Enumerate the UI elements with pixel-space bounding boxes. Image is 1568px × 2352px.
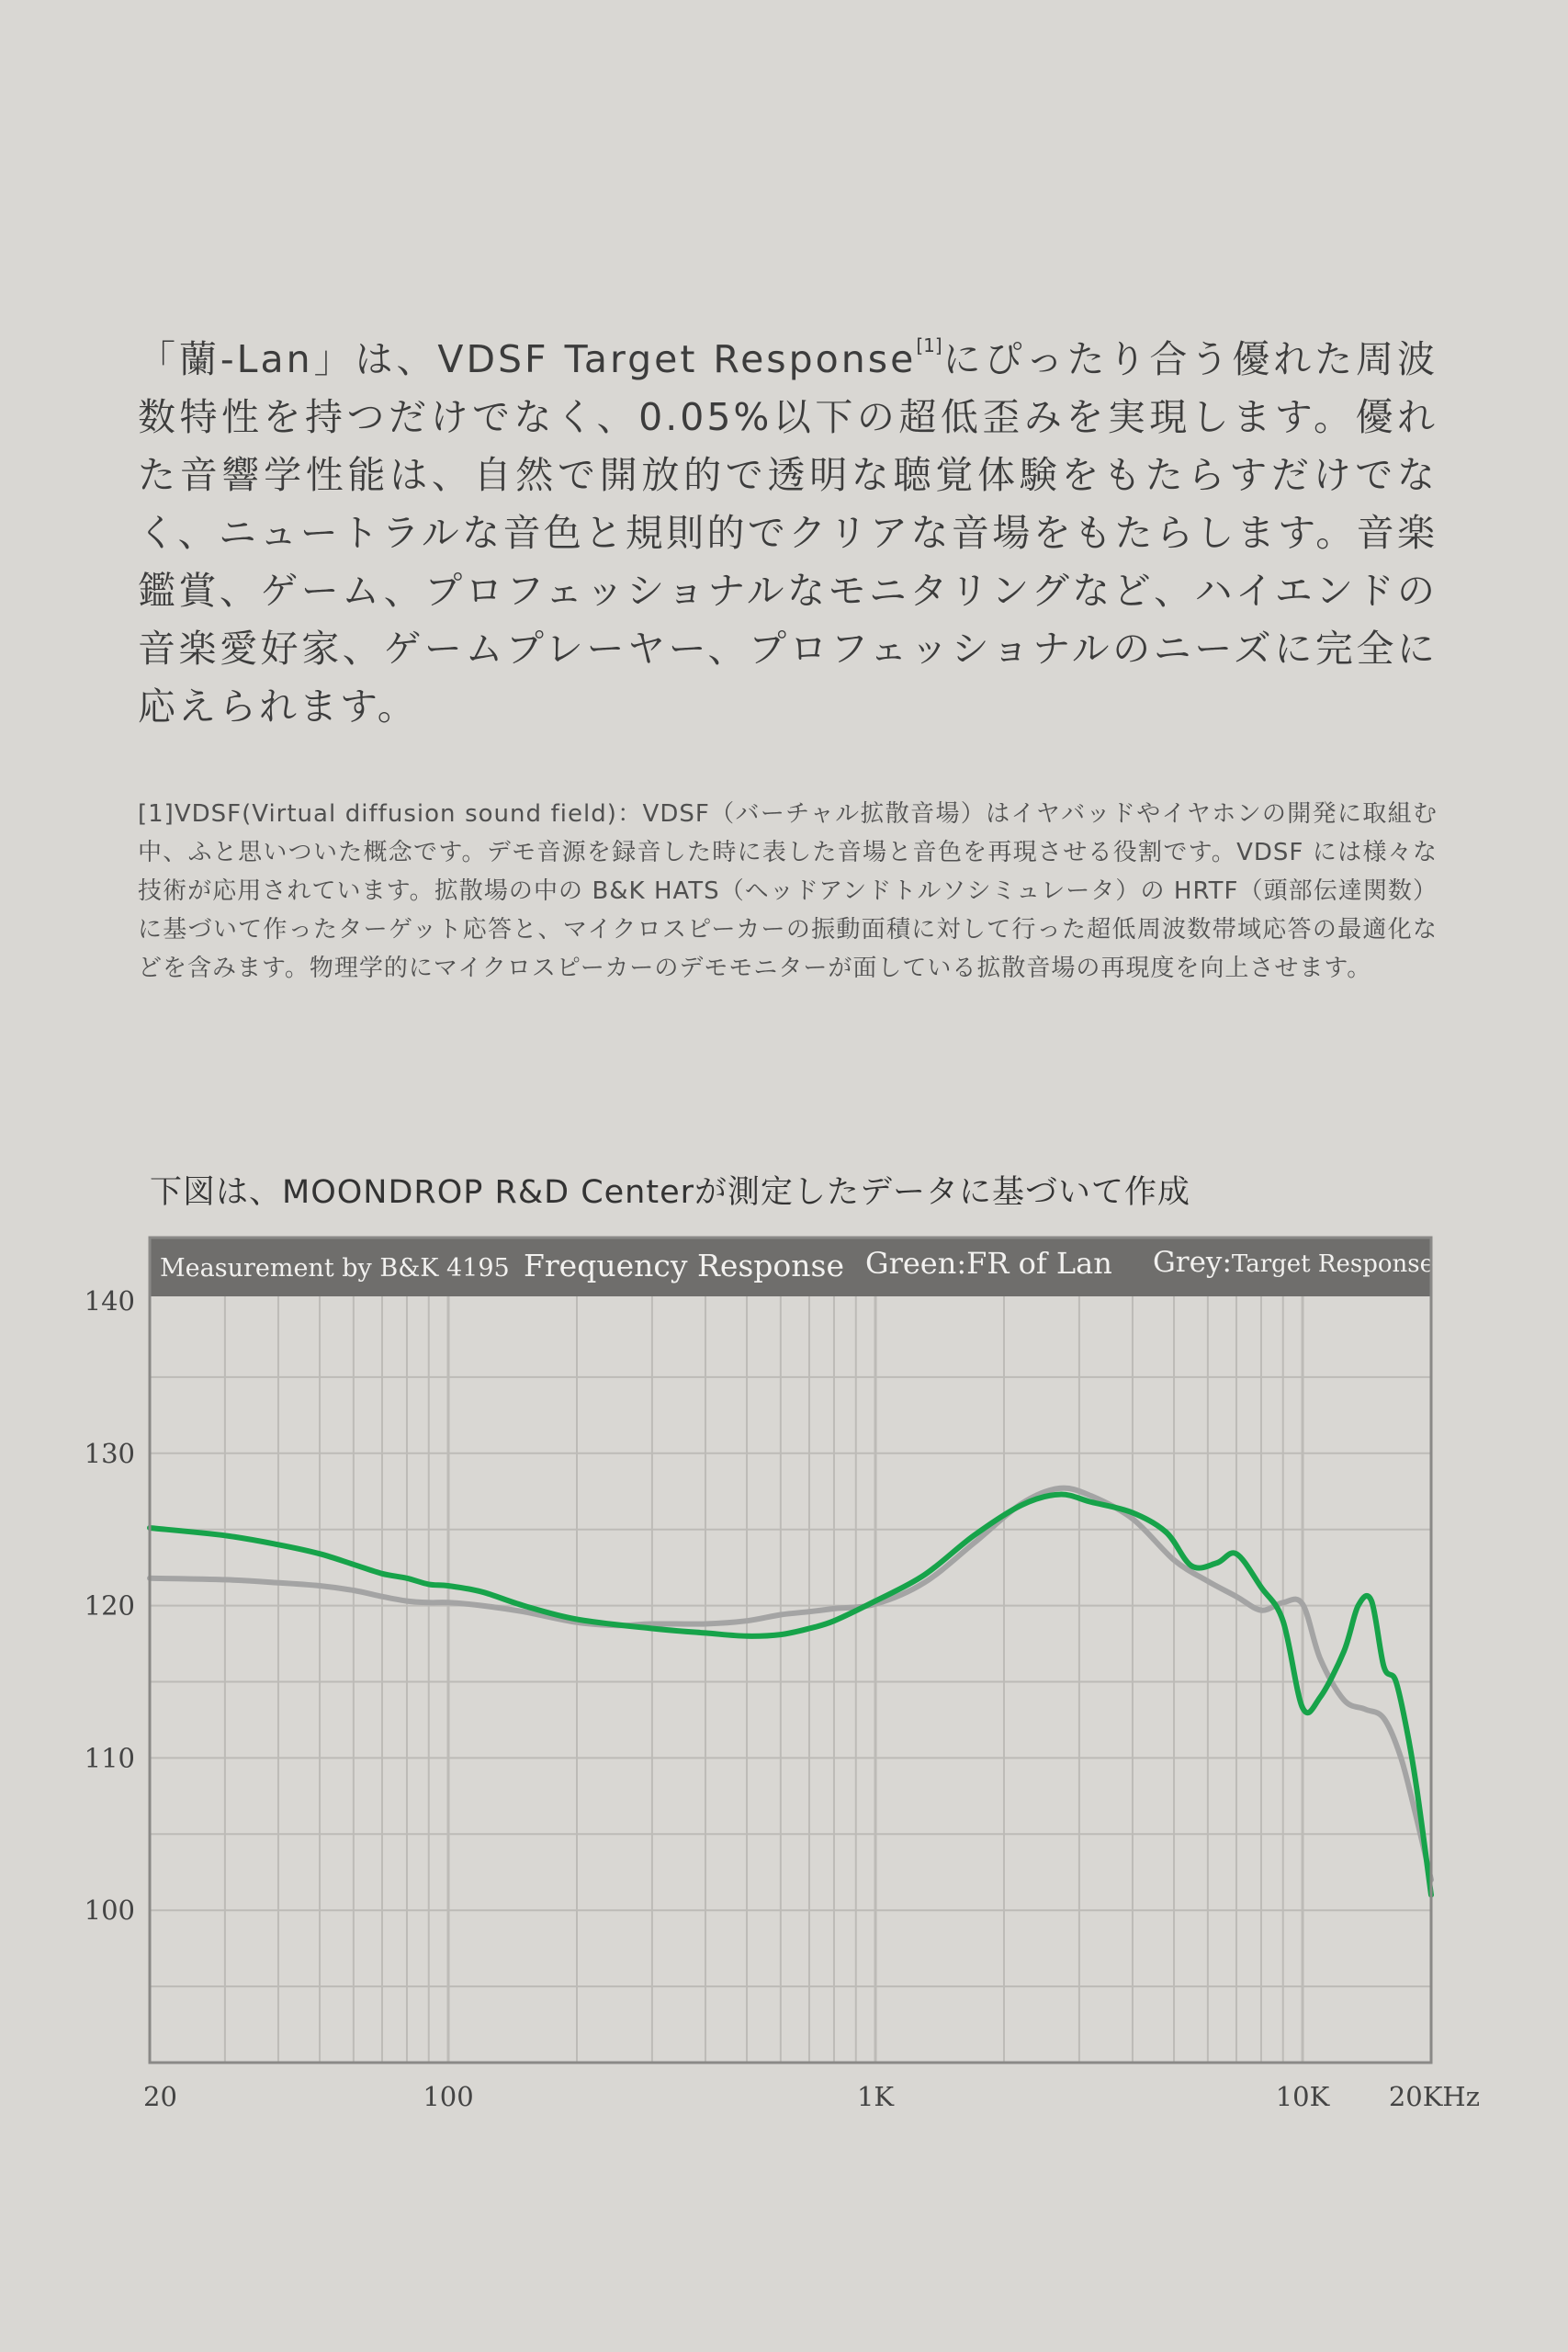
header-grey-label xyxy=(1153,1246,1434,1279)
chart-grid xyxy=(150,1296,1431,2063)
y-tick-label: 120 xyxy=(84,1589,135,1622)
green-label-value: FR of Lan xyxy=(966,1246,1112,1281)
x-tick-label: 1K xyxy=(856,2081,895,2112)
frequency-response-chart xyxy=(0,1222,1568,2122)
header-measurement: Measurement by B&K 4195 xyxy=(160,1254,510,1283)
y-tick-label: 140 xyxy=(84,1285,135,1317)
header-green-label xyxy=(865,1246,1112,1281)
plot-frame xyxy=(150,1238,1431,2063)
x-tick-label: 20KHz xyxy=(1388,2081,1480,2112)
x-tick-label: 100 xyxy=(423,2081,474,2112)
grey-label-value: Target Response xyxy=(1231,1250,1434,1278)
chart-caption: 下図は、MOONDROP R&D Centerが測定したデータに基づいて作成 xyxy=(150,1174,1191,1211)
footnote-text: [1]VDSF(Virtual diffusion sound field)：VDSF（バーチャル拡散音場）はイヤバッドやイヤホンの開発に取組む中、ふと思いついた概念です。デモ音源を録音した時に表した音場と音色を再現させる役割です。VDSF には様々な技術が応用されています。拡散場の中の B&K HATS（ヘッドアンドトルソシミュレータ）の HRTF（頭部伝達関数）に基づいて作ったターゲット応答と、マイクロスピーカーの振動面積に対して行った超低周波数帯域応答の最適化などを含みます。物理学的にマイクロスピーカーのデモモニターが面している拡散音場の再現度を向上させます。 xyxy=(138,800,1438,982)
series-line-target-response xyxy=(150,1488,1431,1880)
header-title: Frequency Response xyxy=(524,1248,844,1283)
green-label-key: Green: xyxy=(865,1246,967,1281)
x-tick-label: 10K xyxy=(1275,2081,1330,2112)
y-tick-label: 130 xyxy=(84,1437,135,1469)
intro-paragraph xyxy=(138,317,1438,736)
intro-rest: にぴったり合う優れた周波数特性を持つだけでなく、0.05%以下の超低歪みを実現します。優れた音響学性能は、自然で開放的で透明な聴覚体験をもたらすだけでなく、ニュートラルな音色と規則的でクリアな音場をもたらします。音楽鑑賞、ゲーム、プロフェッショナルなモニタリングなど、ハイエンドの音楽愛好家、ゲームプレーヤー、プロフェッショナルのニーズに完全に応えられます。 xyxy=(138,337,1438,729)
y-tick-label: 100 xyxy=(84,1894,135,1927)
axis-labels xyxy=(85,1285,1480,2112)
footnote-ref: [1] xyxy=(916,334,942,356)
intro-lead: 「蘭-Lan」は、VDSF Target Response xyxy=(138,337,917,381)
x-tick-label: 20 xyxy=(143,2081,177,2112)
y-tick-label: 110 xyxy=(84,1742,135,1774)
grey-label-key: Grey: xyxy=(1153,1246,1232,1279)
